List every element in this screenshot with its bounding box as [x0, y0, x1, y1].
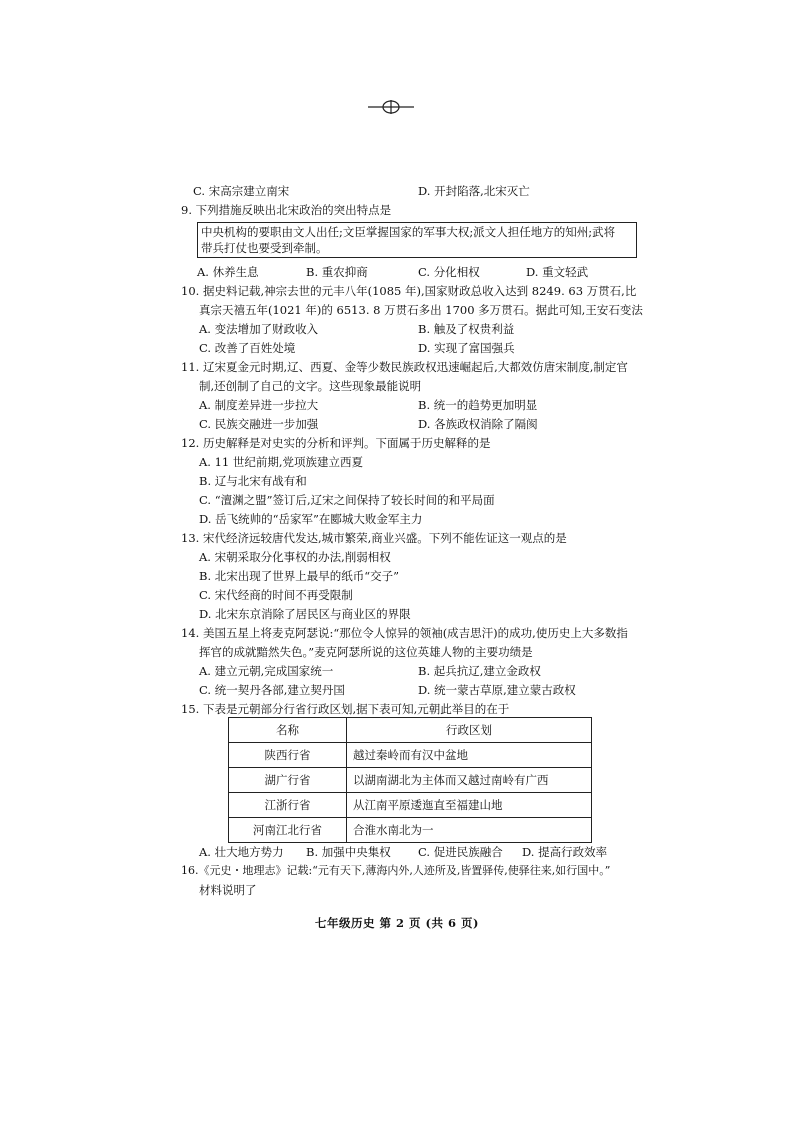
q15-option-b[interactable]: B. 加强中央集权 [306, 845, 391, 859]
q15-option-d[interactable]: D. 提高行政效率 [522, 845, 608, 859]
q11-option-c[interactable]: C. 民族交融进一步加强 [199, 417, 319, 431]
q11-option-b[interactable]: B. 统一的趋势更加明显 [418, 398, 538, 412]
q10-option-d[interactable]: D. 实现了富国强兵 [418, 341, 515, 355]
q12-stem: 12. 历史解释是对史实的分析和评判。下面属于历史解释的是 [181, 436, 491, 450]
q14-option-c[interactable]: C. 统一契丹各部,建立契丹国 [199, 683, 345, 697]
page-footer: 七年级历史 第 2 页 (共 6 页) [315, 916, 479, 930]
q10-option-c[interactable]: C. 改善了百姓处境 [199, 341, 296, 355]
q10-option-a[interactable]: A. 变法增加了财政收入 [199, 322, 319, 336]
q9-material-box [197, 222, 637, 258]
q11-stem-line-2: 制,还创制了自己的文字。这些现象最能说明 [199, 379, 422, 393]
q12-option-d[interactable]: D. 岳飞统帅的“岳家军”在郾城大败金军主力 [199, 512, 423, 526]
q13-option-d[interactable]: D. 北宋东京消除了居民区与商业区的界限 [199, 607, 411, 621]
q13-option-a[interactable]: A. 宋朝采取分化事权的办法,削弱相权 [199, 550, 391, 564]
q15-stem: 15. 下表是元朝部分行省行政区划,据下表可知,元朝此举目的在于 [181, 702, 510, 716]
q10-stem-line-2: 真宗天禧五年(1021 年)的 6513. 8 万贯石多出 1700 多万贯石。据此可知,王安石变法 [199, 303, 643, 317]
q9-material-line-1: 中央机构的要职由文人出任;文臣掌握国家的军事大权;派文人担任地方的知州;武将 [201, 225, 616, 239]
q12-option-c[interactable]: C. “澶渊之盟”签订后,辽宋之间保持了较长时间的和平局面 [199, 493, 495, 507]
table-cell-province: 陕西行省 [229, 743, 347, 768]
q13-option-c[interactable]: C. 宋代经商的时间不再受限制 [199, 588, 353, 602]
q9-option-c[interactable]: C. 分化相权 [418, 265, 480, 279]
table-row [229, 793, 592, 818]
table-cell-province: 河南江北行省 [229, 818, 347, 843]
q10-stem-line-1: 10. 据史料记载,神宗去世的元丰八年(1085 年),国家财政总收入达到 8249. 63 万贯石,比 [181, 284, 637, 298]
q9-option-d[interactable]: D. 重文轻武 [526, 265, 589, 279]
table-row [229, 743, 592, 768]
q15-option-c[interactable]: C. 促进民族融合 [418, 845, 503, 859]
table-cell-division: 合淮水南北为一 [347, 818, 592, 843]
q16-stem-line-1: 16.《元史・地理志》记载:“元有天下,薄海内外,人迹所及,皆置驿传,使驿往来,如行国中。” [181, 864, 611, 877]
table-cell-division: 以湖南湖北为主体而又越过南岭有广西 [347, 768, 592, 793]
table-cell-division: 从江南平原逶迤直至福建山地 [347, 793, 592, 818]
q13-option-b[interactable]: B. 北宋出现了世界上最早的纸币“交子” [199, 569, 400, 583]
registration-mark-icon [368, 100, 414, 114]
q15-option-a[interactable]: A. 壮大地方势力 [199, 845, 284, 859]
q13-stem: 13. 宋代经济远较唐代发达,城市繁荣,商业兴盛。下列不能佐证这一观点的是 [181, 531, 567, 545]
q9-option-a[interactable]: A. 休养生息 [197, 265, 259, 279]
q8-option-c[interactable]: C. 宋高宗建立南宋 [193, 184, 290, 198]
q14-option-b[interactable]: B. 起兵抗辽,建立金政权 [418, 664, 541, 678]
table-cell-division: 越过秦岭而有汉中盆地 [347, 743, 592, 768]
q14-stem-line-2: 挥官的成就黯然失色。”麦克阿瑟所说的这位英雄人物的主要功绩是 [199, 645, 533, 659]
table-header-row [229, 718, 592, 743]
q9-option-b[interactable]: B. 重农抑商 [306, 265, 368, 279]
q9-stem: 9. 下列措施反映出北宋政治的突出特点是 [181, 203, 392, 217]
table-cell-province: 湖广行省 [229, 768, 347, 793]
q16-stem-line-2: 材料说明了 [199, 883, 257, 897]
q14-stem-line-1: 14. 美国五星上将麦克阿瑟说:“那位令人惊异的领袖(成吉思汗)的成功,使历史上大多数指 [181, 626, 628, 640]
q12-option-a[interactable]: A. 11 世纪前期,党项族建立西夏 [199, 455, 364, 469]
table-header-name: 名称 [229, 718, 347, 743]
q11-option-a[interactable]: A. 制度差异进一步拉大 [199, 398, 319, 412]
q9-material-line-2: 带兵打仗也要受到牵制。 [201, 241, 328, 255]
table-row [229, 768, 592, 793]
table-header-division: 行政区划 [347, 718, 592, 743]
q11-option-d[interactable]: D. 各族政权消除了隔阂 [418, 417, 538, 431]
table-cell-province: 江浙行省 [229, 793, 347, 818]
q14-option-a[interactable]: A. 建立元朝,完成国家统一 [199, 664, 334, 678]
q8-option-d[interactable]: D. 开封陷落,北宋灭亡 [418, 184, 530, 198]
admin-division-table [228, 717, 592, 843]
q14-option-d[interactable]: D. 统一蒙古草原,建立蒙古政权 [418, 683, 576, 697]
q10-option-b[interactable]: B. 触及了权贵利益 [418, 322, 515, 336]
table-row [229, 818, 592, 843]
q12-option-b[interactable]: B. 辽与北宋有战有和 [199, 474, 307, 488]
q11-stem-line-1: 11. 辽宋夏金元时期,辽、西夏、金等少数民族政权迅速崛起后,大都效仿唐宋制度,制定官 [181, 360, 628, 374]
